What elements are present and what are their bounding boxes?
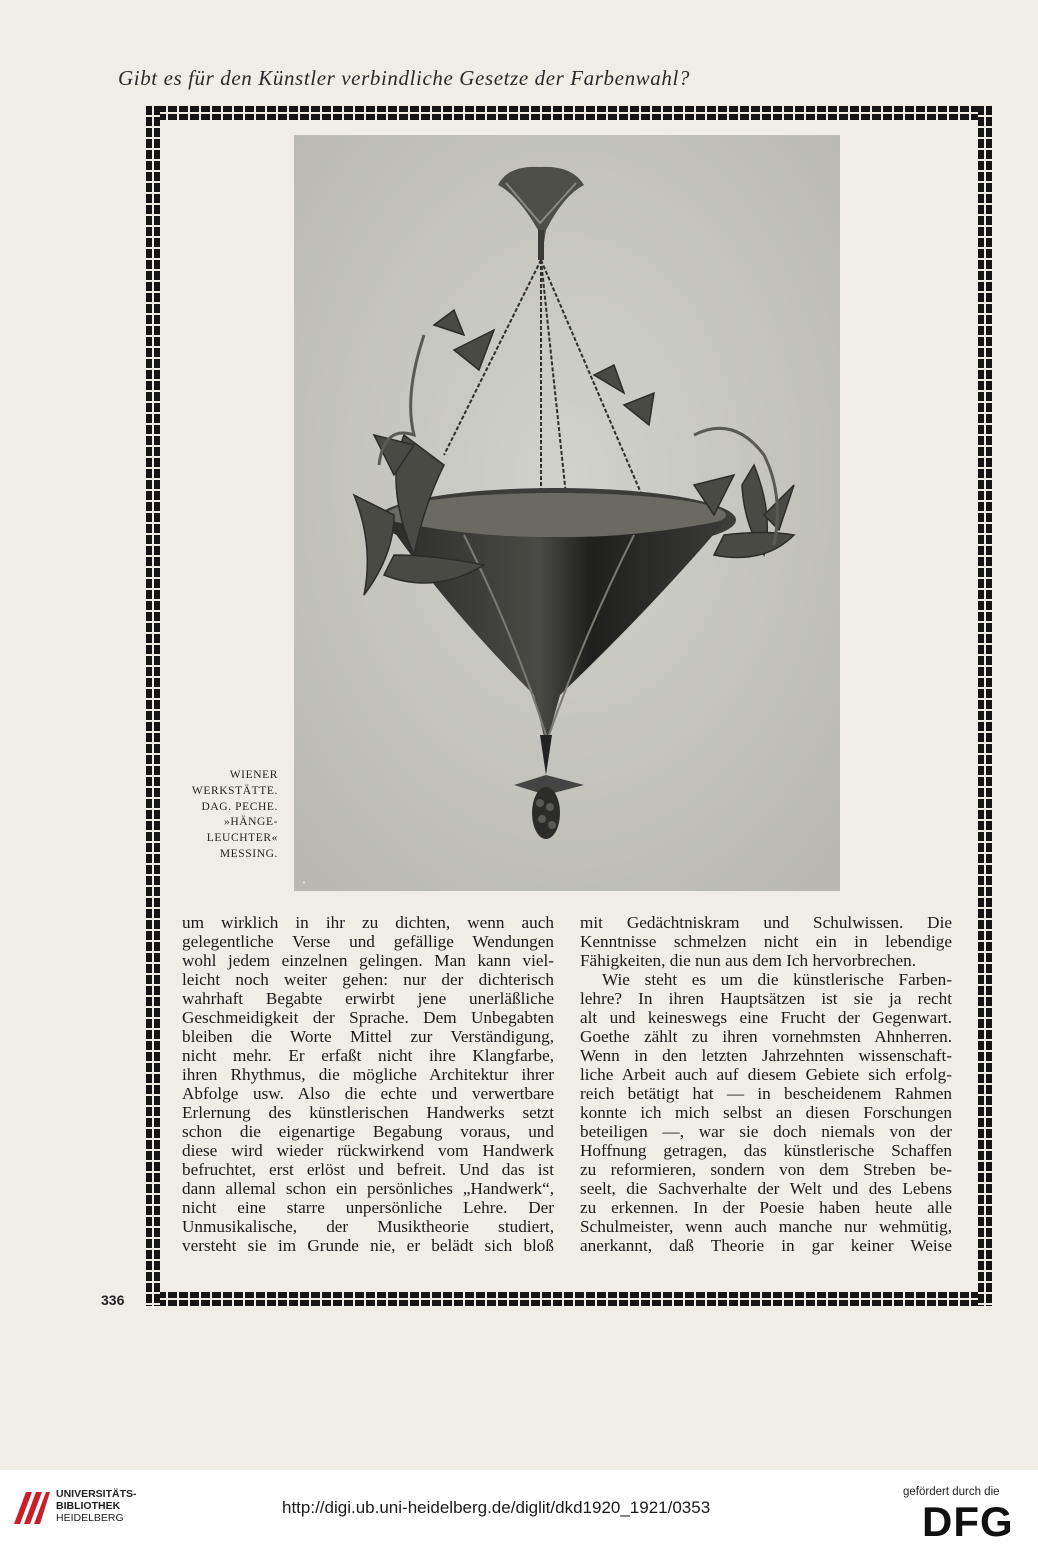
caption-line: »HÄNGE- [223,816,278,829]
library-line: HEIDELBERG [56,1512,124,1524]
text-line: befruchtet, erst erlöst und befreit. Und das ist [182,1160,554,1179]
dfg-logo: DFG [922,1498,1014,1545]
frame-top [146,106,992,120]
text-line: konnte ich mich selbst an diesen Forschungen [580,1103,952,1122]
caption-line: LEUCHTER« [206,832,278,845]
text-line: Kenntnisse schmelzen nicht ein in lebendige [580,932,952,951]
caption-line: DAG. PECHE. [201,800,278,813]
text-line: beteiligen —, war sie doch niemals von der [580,1122,952,1141]
text-line: diese wird wieder rückwirkend vom Handwerk [182,1141,554,1160]
text-line: nicht mehr. Er erfaßt nicht ihre Klangfarbe, [182,1046,554,1065]
running-head: Gibt es für den Künstler verbindliche Gesetze der Farbenwahl? [118,66,691,90]
figure-caption [150,768,278,863]
source-url-link[interactable]: http://digi.ub.uni-heidelberg.de/diglit/dkd1920_1921/0353 [282,1498,711,1517]
text-line: lehre? In ihren Hauptsätzen ist sie ja recht [580,989,952,1008]
library-line: BIBLIOTHEK [56,1500,121,1512]
university-library-logo-icon [12,1488,50,1526]
lamp-photograph [294,135,840,891]
caption-line: WERKSTÄTTE. [191,784,278,797]
text-column-left [182,913,554,1255]
text-column-right [580,913,952,1255]
text-line: mit Gedächtniskram und Schulwissen. Die [580,913,952,932]
text-line: seelt, die Sachverhalte der Welt und des Lebens [580,1179,952,1198]
text-line: Goethe zählt zu ihren vornehmsten Ahnherren. [580,1027,952,1046]
text-line: liche Arbeit auch auf diesem Gebiete sich erfolg- [580,1065,952,1084]
funder-text: gefördert durch die [903,1486,1000,1498]
text-line: leicht noch weiter gehen: nur der dichterisch [182,970,554,989]
text-line: gelegentliche Verse und gefällige Wendungen [182,932,554,951]
text-line: wahrhaft Begabte erwirbt jene unerläßliche [182,989,554,1008]
text-line: Wenn in den letzten Jahrzehnten wissenschaft- [580,1046,952,1065]
text-line: schon die eigenartige Begabung voraus, und [182,1122,554,1141]
text-line: Erlernung des künstlerischen Handwerks setzt [182,1103,554,1122]
text-line: Fähigkeiten, die nun aus dem Ich hervorbrechen. [580,951,916,970]
text-line: Wie steht es um die künstlerische Farben- [602,970,952,989]
frame-bottom [146,1292,992,1306]
text-line: nicht eine starre unpersönliche Lehre. Der [182,1198,554,1217]
text-line: anerkannt, daß Theorie in gar keiner Weise [580,1236,952,1255]
frame-left [146,106,160,1306]
frame-right [978,106,992,1306]
digitization-footer [0,1470,1038,1552]
library-name [56,1488,137,1524]
text-line: Hoffnung getragen, das künstlerische Schaffen [580,1141,952,1160]
text-line: reich betätigt hat — in bescheidenem Rahmen [580,1084,952,1103]
svg-text:•: • [302,879,307,887]
lamp-illustration [294,135,840,891]
library-line: UNIVERSITÄTS- [56,1488,137,1500]
text-line: zu erkennen. In der Poesie haben heute alle [580,1198,952,1217]
text-line: Schulmeister, wenn auch manche nur wehmütig, [580,1217,952,1236]
text-line: Geschmeidigkeit der Sprache. Dem Unbegabten [182,1008,554,1027]
caption-line: WIENER [229,769,278,781]
text-line: wohl jedem einzelnen gelingen. Man kann viel- [182,951,554,970]
text-line: Abfolge usw. Also die echte und verwertbare [182,1084,554,1103]
text-line: zu reformieren, sondern von dem Streben be- [580,1160,952,1179]
text-line: bleiben die Worte Mittel zur Verständigung, [182,1027,554,1046]
page-number: 336 [101,1292,125,1308]
text-line: um wirklich in ihr zu dichten, wenn auch [182,913,554,932]
caption-line: MESSING. [219,847,278,860]
text-line: versteht sie im Grunde nie, er belädt sich bloß [182,1236,554,1255]
text-line: Unmusikalische, der Musiktheorie studiert, [182,1217,554,1236]
text-line: ihren Rhythmus, die mögliche Architektur ihrer [182,1065,554,1084]
text-line: dann allemal schon ein persönliches „Handwerk“, [182,1179,554,1198]
text-line: alt und keineswegs eine Frucht der Gegenwart. [580,1008,952,1027]
